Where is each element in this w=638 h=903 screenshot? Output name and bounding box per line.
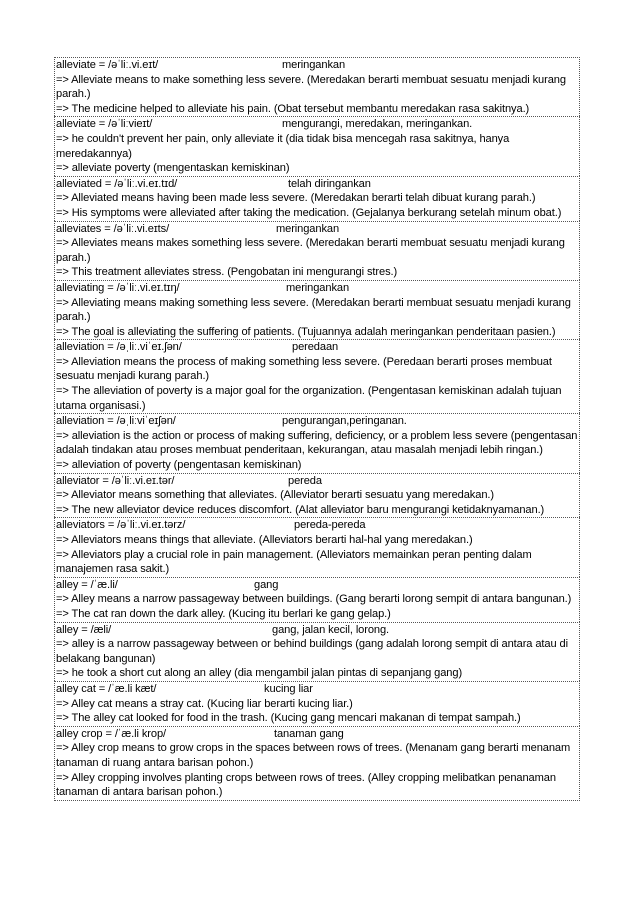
entry-term: alley crop = /ˈæ.li krop/	[56, 727, 167, 740]
entry-translation: tanaman gang	[274, 727, 344, 740]
dictionary-entry	[54, 116, 580, 175]
example-line: => His symptoms were alleviated after taking the medication. (Gejalanya berkurang setelah minum obat.)	[56, 206, 562, 219]
example-line: => Alley cat means a stray cat. (Kucing liar berarti kucing liar.)	[56, 697, 353, 710]
dictionary-entry	[54, 221, 580, 280]
entry-translation: gang, jalan kecil, lorong.	[272, 623, 390, 636]
example-line: => The cat ran down the dark alley. (Kucing itu berlari ke gang gelap.)	[56, 607, 391, 620]
example-line: => alleviation is the action or process of making suffering, deficiency, or a problem less severe (pengentasan adalah tindakan atau proses membuat penderitaan, kekurangan, atau masalah menjadi lebih ringan.)	[56, 429, 578, 457]
entry-heading	[56, 58, 578, 73]
example-line: => Alleviator means something that alleviates. (Alleviator berarti sesuatu yang meredakan.)	[56, 489, 494, 502]
dictionary-entry	[54, 681, 580, 726]
dictionary-entry	[54, 622, 580, 681]
entry-heading	[56, 623, 578, 638]
entry-term: alleviation = /əˌliː.viˈeɪ.ʃən/	[56, 341, 182, 354]
entry-heading	[56, 518, 578, 533]
entry-term: alleviates = /əˈliː.vi.eɪts/	[56, 222, 170, 235]
entry-term: alley cat = /ˈæ.li kæt/	[56, 682, 157, 695]
dictionary-entry	[54, 57, 580, 116]
example-line: => Alleviators means things that alleviate. (Alleviators berarti hal-hal yang meredakan.)	[56, 534, 473, 546]
dictionary-entry	[54, 726, 580, 801]
entry-translation: meringankan	[276, 222, 340, 235]
example-line: => Alley crop means to grow crops in the spaces between rows of trees. (Menanam gang berarti menanam tanaman di ruang antara barisan pohon.)	[56, 742, 571, 769]
example-line: => alleviation of poverty (pengentasan kemiskinan)	[56, 459, 302, 472]
entry-heading	[56, 474, 578, 489]
example-line: => alley is a narrow passageway between or behind buildings (gang adalah lorong sempit di antara atau di belakang bangunan)	[56, 638, 568, 665]
example-line: => The alleviation of poverty is a major goal for the organization. (Pengentasan kemiskinan adalah tujuan utama organisasi.)	[56, 385, 562, 412]
entry-translation: gang	[254, 578, 279, 591]
entry-heading	[56, 177, 578, 192]
entry-translation: kucing liar	[264, 682, 313, 695]
entry-translation: meringankan	[286, 281, 350, 294]
dictionary-entry	[54, 176, 580, 221]
dictionary-entry	[54, 413, 580, 472]
entry-heading	[56, 281, 578, 296]
entry-term: alleviated = /əˈliː.vi.eɪ.tɪd/	[56, 177, 178, 190]
example-line: => Alleviated means having been made less severe. (Meredakan berarti telah dibuat kurang parah.)	[56, 192, 536, 205]
entry-term: alleviators = /əˈliː.vi.eɪ.tərz/	[56, 519, 186, 532]
example-line: => Alleviation means the process of making something less severe. (Peredaan berarti proses membuat sesuatu menjadi kurang parah.)	[56, 355, 552, 383]
entry-heading	[56, 682, 578, 697]
entry-translation: pengurangan,peringanan.	[282, 415, 407, 428]
example-line: => Alleviates means makes something less severe. (Meredakan berarti membuat sesuatu menjadi kurang parah.)	[56, 237, 565, 264]
entry-heading	[56, 578, 578, 593]
example-line: => Alley cropping involves planting crops between rows of trees. (Alley cropping melibatkan penanaman tanaman di antara barisan pohon.)	[56, 771, 556, 799]
example-line: => Alleviators play a crucial role in pain management. (Alleviators memainkan peran penting dalam manajemen rasa sakit.)	[56, 548, 532, 576]
entry-translation: mengurangi, meredakan, meringankan.	[282, 118, 473, 131]
dictionary-entry	[54, 577, 580, 622]
entry-heading	[56, 340, 578, 355]
entry-heading	[56, 117, 578, 132]
example-line: => Alleviating means making something less severe. (Meredakan berarti membuat sesuatu menjadi kurang parah.)	[56, 296, 571, 324]
example-line: => This treatment alleviates stress. (Pengobatan ini mengurangi stres.)	[56, 266, 398, 279]
example-line: => he couldn't prevent her pain, only alleviate it (dia tidak bisa mencegah rasa sakitnya, hanya meredakannya)	[56, 132, 510, 160]
example-line: => he took a short cut along an alley (dia mengambil jalan pintas di sepanjang gang)	[56, 667, 463, 680]
entry-term: alley = /ˈæ.li/	[56, 578, 118, 591]
entry-term: alley = /æli/	[56, 623, 112, 636]
entry-heading	[56, 222, 578, 237]
entry-translation: peredaan	[292, 341, 339, 354]
entry-term: alleviating = /əˈliː.vi.eɪ.tɪŋ/	[56, 281, 180, 294]
entry-translation: telah diringankan	[288, 177, 371, 190]
entry-term: alleviate = /əˈliːvieɪt/	[56, 118, 153, 131]
entry-heading	[56, 727, 578, 742]
example-line: => The new alleviator device reduces discomfort. (Alat alleviator baru mengurangi ketidaknyamanan.)	[56, 503, 545, 516]
entry-heading	[56, 414, 578, 429]
dictionary-entry	[54, 473, 580, 518]
example-line: => Alley means a narrow passageway between buildings. (Gang berarti lorong sempit di antara bangunan.)	[56, 593, 572, 606]
dictionary-entry	[54, 280, 580, 339]
dictionary-entry	[54, 339, 580, 413]
entry-term: alleviation = /əˌliːviˈeɪʃən/	[56, 415, 176, 428]
entry-translation: pereda	[288, 474, 322, 487]
example-line: => The medicine helped to alleviate his pain. (Obat tersebut membantu meredakan rasa sakitnya.)	[56, 102, 530, 115]
entry-term: alleviator = /əˈliː.vi.eɪ.tər/	[56, 474, 175, 487]
dictionary-entry	[54, 517, 580, 576]
entry-translation: pereda-pereda	[294, 519, 366, 532]
example-line: => The goal is alleviating the suffering of patients. (Tujuannya adalah meringankan penderitaan pasien.)	[56, 325, 556, 338]
example-line: => alleviate poverty (mengentaskan kemiskinan)	[56, 162, 290, 175]
entry-term: alleviate = /əˈliː.vi.eɪt/	[56, 59, 159, 71]
example-line: => Alleviate means to make something less severe. (Meredakan berarti membuat sesuatu menjadi kurang parah.)	[56, 73, 566, 101]
entry-translation: meringankan	[282, 59, 346, 71]
dictionary-entries	[54, 57, 580, 801]
example-line: => The alley cat looked for food in the trash. (Kucing gang mencari makanan di tempat sampah.)	[56, 712, 521, 725]
